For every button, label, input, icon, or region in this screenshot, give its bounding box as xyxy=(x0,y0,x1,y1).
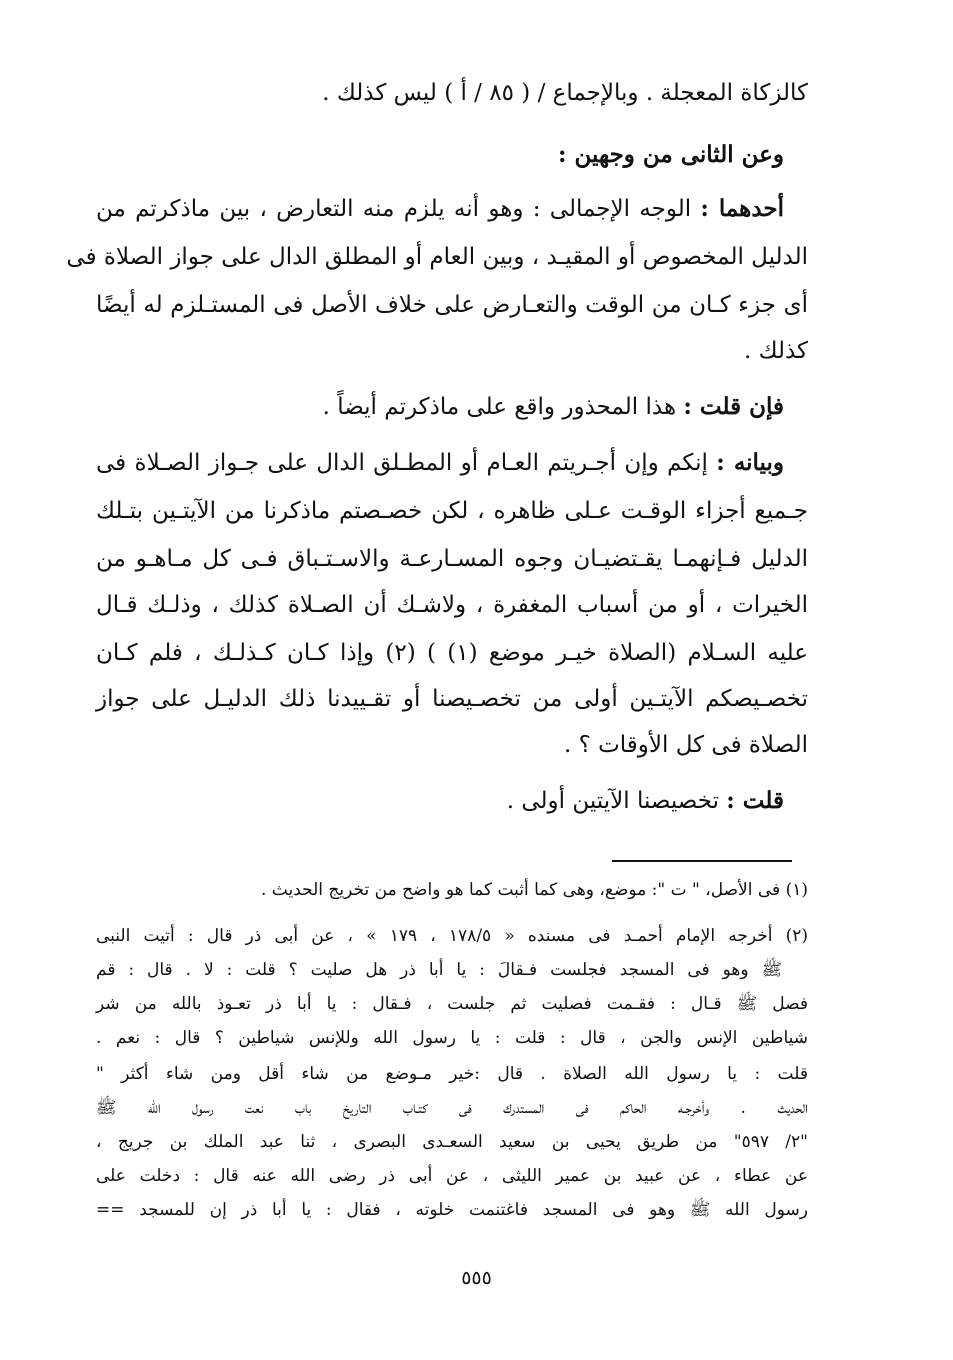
text-line-13: تخصـيصكم الآيتـين أولى من تخصـيصنا أو تقـييدنا ذلك الدليـل على جواز xyxy=(96,686,808,712)
footnote-line-5: شياطين الإنس والجن ، قال : قلت : يا رسول الله وللإنس شياطين ؟ قال : نعم . xyxy=(96,1028,808,1048)
text-line-8: وبيانه : إنكم وإن أجـريتم العـام أو المطـلق الدال على جـواز الصـلاة فى xyxy=(96,449,785,476)
footnote-line-6: قلت : يا رسول الله الصلاة . قال :خير مـوضع من شاء أقل ومن شاء أكثر " xyxy=(96,1064,808,1084)
footnote-line-2: (٢) أخرجه الإمام أحمـد فى مسنده « ١٧٨/٥ ، ١٧٩ » ، عن أبى ذر قال : أتيت النبى xyxy=(96,926,808,946)
footnote-line-4: فصل ﷺ قـال : فقـمت فصليت ثم جلست ، فـقال : يا أبا ذر تعـوذ بالله من شر xyxy=(96,994,808,1014)
text-line-4: الدليل المخصوص أو المقيـد ، وبين العام أو المطلق الدال على جواز الصلاة فى xyxy=(66,244,808,270)
text-line-2: وعن الثانى من وجهين : xyxy=(558,141,784,168)
footnote-line-3: ﷺ وهو فى المسجد فجلست فـقالَ : يا أبا ذر هل صليت ؟ قلت : لا . قال : قم xyxy=(96,960,782,980)
text-line-15: قلت : تخصيصنا الآيتين أولى . xyxy=(506,787,784,814)
lead-explanation: وبيانه : xyxy=(716,449,785,476)
footnote-line-1: (١) فى الأصل، " ت ": موضع، وهى كما أثبت كما هو واضح من تخريج الحديث . xyxy=(261,880,808,900)
page-number: ٥٥٥ xyxy=(461,1267,492,1289)
text-line-14: الصلاة فى كل الأوقات ؟ . xyxy=(564,732,808,758)
text-line-3: أحدهما : الوجه الإجمالى : وهو أنه يلزم منه التعارض ، بين ماذكرتم من xyxy=(96,195,784,222)
lead-answer: قلت : xyxy=(726,787,784,814)
text-line-12: عليه السـلام (الصلاة خيـر موضع (١) ) (٢) وإذا كـان كـذلـك ، فلم كـان xyxy=(96,640,809,666)
footnote-separator xyxy=(612,860,792,862)
footnote-line-8: "٢/ ٥٩٧" من طريق يحيى بن سعيد السعـدى البصرى ، ثنا عبد الملك بن جريج ، xyxy=(96,1132,808,1152)
text-line-1: كالزكاة المعجلة . وبالإجماع / ( ٨٥ / أ ) ليس كذلك . xyxy=(322,80,808,106)
text-line-11: الخيرات ، أو من أسباب المغفرة ، ولاشـك أن الصـلاة كذلك ، وذلـك قـال xyxy=(96,592,808,618)
footnote-line-7: الحديث . وأخرجـه الحاكم فى المستدرك فى كتـاب التاريخ باب نعت رسول الله ﷺ xyxy=(96,1098,808,1118)
text-line-10: الدليل فـإنهمـا يقـتضيـان وجوه المسـارعـة والاسـتـباق فـى كل مـاهـو من xyxy=(96,546,808,572)
footnote-line-9: عن عطاء ، عن عبيد بن عمير الليثى ، عن أبى ذر رضى الله عنه قال : دخلت على xyxy=(96,1166,808,1186)
lead-objection: فإن قلت : xyxy=(683,393,784,420)
text-line-6: كذلك . xyxy=(743,338,808,364)
lead-first-aspect: أحدهما : xyxy=(700,195,784,222)
text-line-7: فإن قلت : هذا المحذور واقع على ماذكرتم أيضاً . xyxy=(322,393,784,420)
text-line-9: جـميع أجزاء الوقـت عـلى ظاهره ، لكن خصـصتم ماذكرنا من الآيتـين بتـلك xyxy=(96,498,808,524)
footnote-line-10: رسول الله ﷺ وهو فى المسجد فاغتنمت خلوته ، فقال : يا أبا ذر إن للمسجد == xyxy=(96,1200,808,1220)
text-line-5: أى جزء كـان من الوقت والتعـارض على خلاف الأصل فى المستـلزم له أيضًا xyxy=(96,292,808,318)
